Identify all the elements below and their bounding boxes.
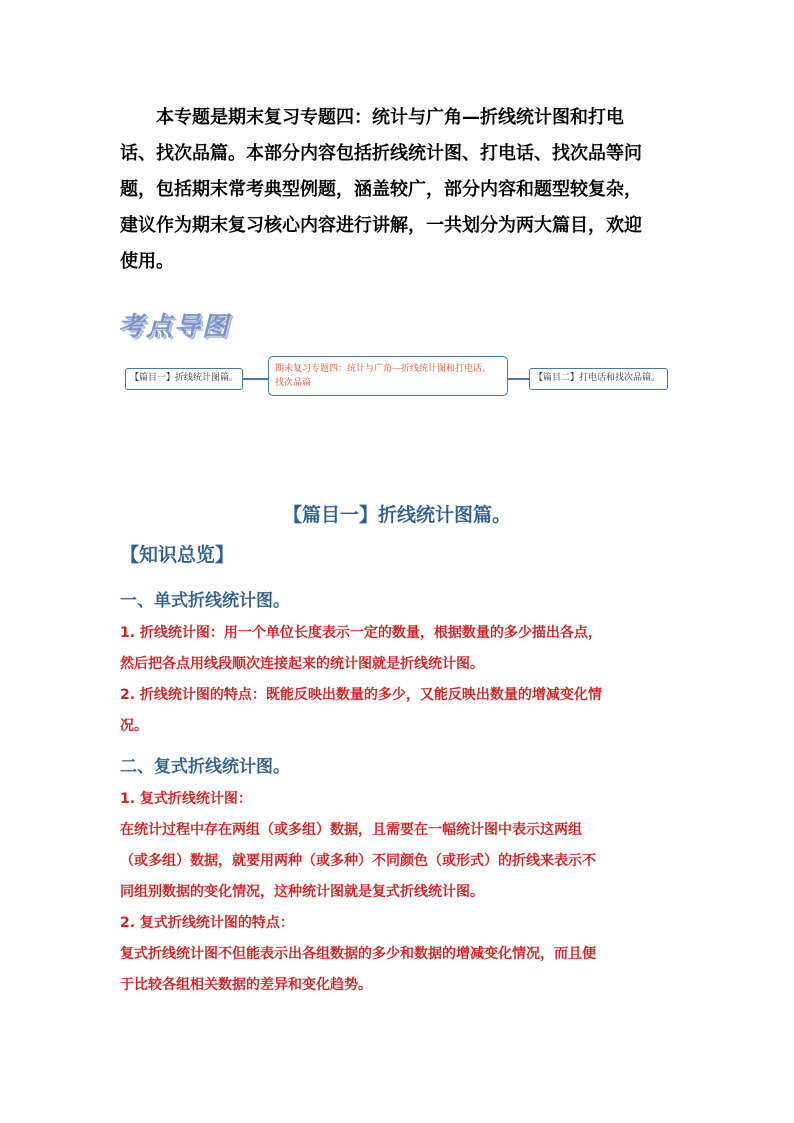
part1-feature bbox=[120, 680, 680, 742]
part1-def-line-1: 1. 折线统计图：用一个单位长度表示一定的数量，根据数量的多少描出各点， bbox=[120, 625, 602, 641]
part1-feat-line-2: 况。 bbox=[120, 718, 148, 734]
mindmap-node-part2: 【篇目二】打电话和找次品篇。 bbox=[529, 368, 668, 390]
section-title: 【篇目一】折线统计图篇。 bbox=[282, 504, 511, 526]
intro-line-4: 建议作为期末复习核心内容进行讲解，一共划分为两大篇目，欢迎 bbox=[120, 215, 642, 236]
intro-line-1: 本专题是期末复习专题四：统计与广角—折线统计图和打电 bbox=[156, 107, 624, 128]
intro-paragraph bbox=[120, 100, 680, 280]
intro-line-5: 使用。 bbox=[120, 251, 174, 272]
part2-feature bbox=[120, 908, 680, 1001]
mindmap-title: 考点导图 bbox=[118, 312, 231, 342]
part2-def-line-2: （或多组）数据，就要用两种（或多种）不同颜色（或形式）的折线来表示不 bbox=[120, 853, 596, 869]
part1-feat-line-1: 2. 折线统计图的特点：既能反映出数量的多少，又能反映出数量的增减变化情 bbox=[120, 687, 602, 703]
part2-feat-label: 2. 复式折线统计图的特点： bbox=[120, 915, 294, 931]
part2-feat-line-1: 复式折线统计图不但能表示出各组数据的多少和数据的增减变化情况，而且便 bbox=[120, 946, 596, 962]
overview-label: 【知识总览】 bbox=[120, 544, 235, 566]
part2-def-line-1: 在统计过程中存在两组（或多组）数据，且需要在一幅统计图中表示这两组 bbox=[120, 822, 582, 838]
part1-definition bbox=[120, 618, 680, 680]
mindmap-connector-left bbox=[243, 378, 268, 380]
part2-feat-line-2: 于比较各组相关数据的差异和变化趋势。 bbox=[120, 977, 372, 993]
intro-line-2: 话、找次品篇。本部分内容包括折线统计图、打电话、找次品等问 bbox=[120, 143, 642, 164]
mindmap-connector-right bbox=[508, 378, 529, 380]
part1-def-line-2: 然后把各点用线段顺次连接起来的统计图就是折线统计图。 bbox=[120, 656, 484, 672]
part2-heading: 二、复式折线统计图。 bbox=[120, 757, 290, 777]
intro-line-3: 题，包括期末常考典型例题，涵盖较广，部分内容和题型较复杂， bbox=[120, 179, 642, 200]
mindmap-node-part1: 【篇目一】折线统计图篇。 bbox=[125, 368, 243, 390]
mindmap-root-line-2: 找次品篇 bbox=[275, 378, 312, 388]
part2-def-line-3: 同组别数据的变化情况，这种统计图就是复式折线统计图。 bbox=[120, 884, 484, 900]
mindmap-root-line-1: 期末复习专题四：统计与广角—折线统计图和打电话、 bbox=[275, 364, 492, 374]
mindmap-node-root bbox=[268, 356, 508, 396]
part2-definition bbox=[120, 784, 680, 908]
part1-heading: 一、单式折线统计图。 bbox=[120, 591, 290, 611]
part2-def-label: 1. 复式折线统计图： bbox=[120, 791, 252, 807]
